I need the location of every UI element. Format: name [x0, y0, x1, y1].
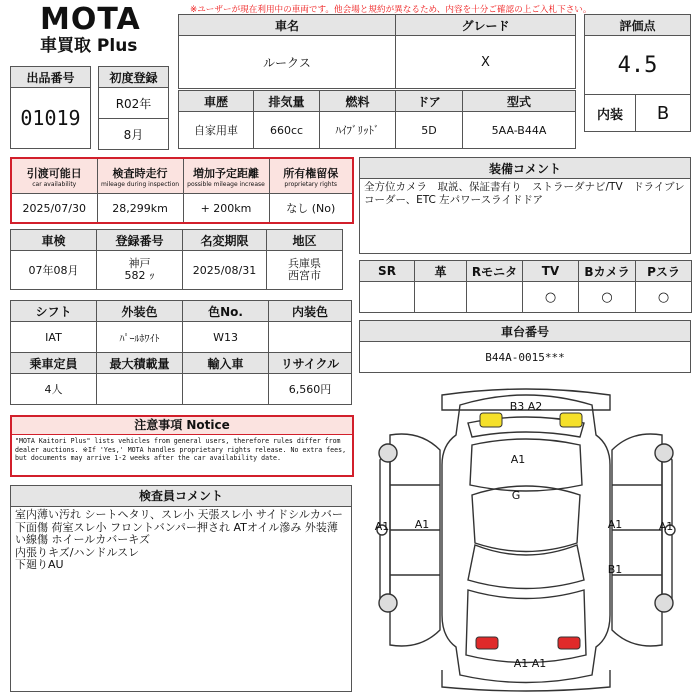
mark-left-side: A1: [374, 520, 390, 533]
option-bcamera-label: Bカメラ: [579, 261, 636, 282]
availability-date-label: 引渡可能日 car availability: [11, 158, 97, 194]
first-reg-month: 8月: [99, 119, 169, 150]
mark-rear-top: B3 A2: [509, 400, 543, 413]
reg-number-label: 登録番号: [97, 230, 183, 251]
mark-left-inner: A1: [414, 518, 430, 531]
equipment-label: 装備コメント: [360, 158, 691, 179]
details-table: [10, 300, 352, 405]
spec-fuel-label: 燃料: [320, 91, 396, 112]
interior-value: B: [636, 95, 691, 132]
front-bumper: [442, 670, 610, 691]
option-tv-value: ○: [523, 282, 579, 313]
inspector-line-3: 下廻りAU: [15, 558, 64, 571]
front-light-left: [476, 637, 498, 649]
option-leather-label: 革: [415, 261, 467, 282]
option-sr-label: SR: [360, 261, 415, 282]
interior-color-label: 内装色: [269, 301, 352, 322]
score-value: 4.5: [585, 36, 691, 95]
spec-history-label: 車歴: [179, 91, 254, 112]
front-light-right: [558, 637, 580, 649]
inspector-box: [10, 485, 352, 692]
color-no-label: 色No.: [183, 301, 269, 322]
interior-label: 内装: [585, 95, 636, 132]
max-load-value: [97, 374, 183, 405]
mota-logo: [40, 4, 140, 56]
chassis-value: B44A-0015***: [360, 342, 691, 373]
availability-date-value: 2025/07/30: [11, 194, 97, 224]
option-rmonitor-label: Rモニタ: [467, 261, 523, 282]
inspector-line-1: 室内薄い汚れ シートヘタリ、スレ小 天張スレ小 サイドシルカバー下面傷 荷室スレ小 フロントバンパー押され ATオイル滲み 外装薄い線傷 ホイールカバーキズ: [15, 508, 343, 546]
spec-displacement-value: 660cc: [254, 112, 320, 149]
inspector-label: 検査員コメント: [11, 486, 351, 507]
option-rmonitor-value: [467, 282, 523, 313]
mileage-increase-label: 増加予定距離 possible mileage increase: [183, 158, 269, 194]
spec-model-label: 型式: [463, 91, 576, 112]
name-change-value: 2025/08/31: [183, 251, 267, 290]
mileage-value: 28,299km: [97, 194, 183, 224]
logo-subtitle: 車買取 Plus: [40, 36, 138, 56]
score-label: 評価点: [585, 15, 691, 36]
spec-fuel-value: ﾊｲﾌﾞﾘｯﾄﾞ: [320, 112, 396, 149]
notice-box: [10, 415, 354, 477]
option-pslide-label: Pスラ: [636, 261, 692, 282]
shift-value: IAT: [11, 322, 97, 353]
roof: [470, 439, 582, 491]
notice-text: "MOTA Kaitori Plus" lists vehicles from general users, therefore rules differ from dealer auctions. ※If 'Yes,' MOTA handles proprietary rights release. No extra fees, but documents may arrive 1-2 weeks after the car availability date.: [15, 437, 347, 463]
mark-right-inner: A1: [607, 518, 623, 531]
capacity-label: 乗車定員: [11, 353, 97, 374]
max-load-label: 最大積載量: [97, 353, 183, 374]
recycle-label: リサイクル: [269, 353, 352, 374]
grade-value: X: [396, 36, 576, 89]
mark-roof: A1: [510, 453, 526, 466]
option-sr-value: [360, 282, 415, 313]
shaken-value: 07年08月: [11, 251, 97, 290]
specs-table: [178, 90, 576, 149]
wheel-front-right: [655, 594, 673, 612]
option-pslide-value: ○: [636, 282, 692, 313]
area-label: 地区: [267, 230, 343, 251]
import-value: [183, 374, 269, 405]
top-notice: ※ユーザーが現在利用中の車両です。他会場と規約が異なるため、内容を十分ご確認の上ご入札下さい。: [190, 5, 592, 15]
score-table: [584, 14, 691, 132]
logo-brand: MOTA: [40, 2, 141, 37]
right-side-body: [612, 434, 662, 646]
wheel-rear-left: [379, 444, 397, 462]
lot-table: [10, 66, 91, 149]
mark-right-lower: B1: [607, 563, 623, 576]
registration-table: [10, 229, 343, 290]
car-name-table: [178, 14, 576, 89]
proprietary-rights-value: なし (No): [269, 194, 353, 224]
area-value: 兵庫県 西宮市: [267, 251, 343, 290]
inspector-line-2: 内張りキズ/ハンドルスレ: [15, 545, 140, 559]
body-outline: [442, 395, 610, 683]
name-change-label: 名変期限: [183, 230, 267, 251]
first-reg-label: 初度登録: [99, 67, 169, 88]
car-name-label: 車名: [179, 15, 396, 36]
first-reg-year: R02年: [99, 88, 169, 119]
car-name-value: ルークス: [179, 36, 396, 89]
spec-history-value: 自家用車: [179, 112, 254, 149]
shift-label: シフト: [11, 301, 97, 322]
spec-displacement-label: 排気量: [254, 91, 320, 112]
options-table: [359, 260, 692, 313]
capacity-value: 4人: [11, 374, 97, 405]
reg-number-value: 神戸 582 ｯ: [97, 251, 183, 290]
car-damage-diagram: [360, 375, 692, 695]
color-no-value: W13: [183, 322, 269, 353]
mark-front-bottom: A1 A1: [513, 657, 547, 670]
grade-label: グレード: [396, 15, 576, 36]
availability-table: [10, 157, 354, 224]
option-bcamera-value: ○: [579, 282, 636, 313]
shaken-label: 車検: [11, 230, 97, 251]
option-leather-value: [415, 282, 467, 313]
exterior-color-label: 外装色: [97, 301, 183, 322]
notice-title: 注意事項 Notice: [12, 417, 352, 435]
left-side-body: [390, 434, 440, 646]
equipment-text: 全方位カメラ 取説、保証書有り ストラーダナビ/TV ドライブレコーダー、ETC 左パワースライドドア: [360, 179, 691, 254]
spec-door-value: 5D: [396, 112, 463, 149]
lot-number: 01019: [11, 88, 91, 149]
mark-center: G: [511, 489, 521, 502]
rear-light-right: [560, 413, 582, 427]
proprietary-rights-label: 所有権留保 proprietary rights: [269, 158, 353, 194]
chassis-table: [359, 320, 691, 373]
recycle-value: 6,560円: [269, 374, 352, 405]
equipment-table: [359, 157, 691, 254]
mark-right-side: A1: [658, 520, 674, 533]
wheel-rear-right: [655, 444, 673, 462]
mileage-increase-value: + 200km: [183, 194, 269, 224]
center-panel: [472, 486, 580, 552]
spec-model-value: 5AA-B44A: [463, 112, 576, 149]
import-label: 輸入車: [183, 353, 269, 374]
interior-color-value: [269, 322, 352, 353]
lot-label: 出品番号: [11, 67, 91, 88]
hood: [466, 590, 586, 663]
first-reg-table: [98, 66, 169, 150]
inspector-comment: [11, 507, 351, 574]
option-tv-label: TV: [523, 261, 579, 282]
exterior-color-value: ﾊﾟｰﾙﾎﾜｲﾄ: [97, 322, 183, 353]
wheel-front-left: [379, 594, 397, 612]
chassis-label: 車台番号: [360, 321, 691, 342]
mileage-label: 検査時走行 mileage during inspection: [97, 158, 183, 194]
rear-light-left: [480, 413, 502, 427]
spec-door-label: ドア: [396, 91, 463, 112]
